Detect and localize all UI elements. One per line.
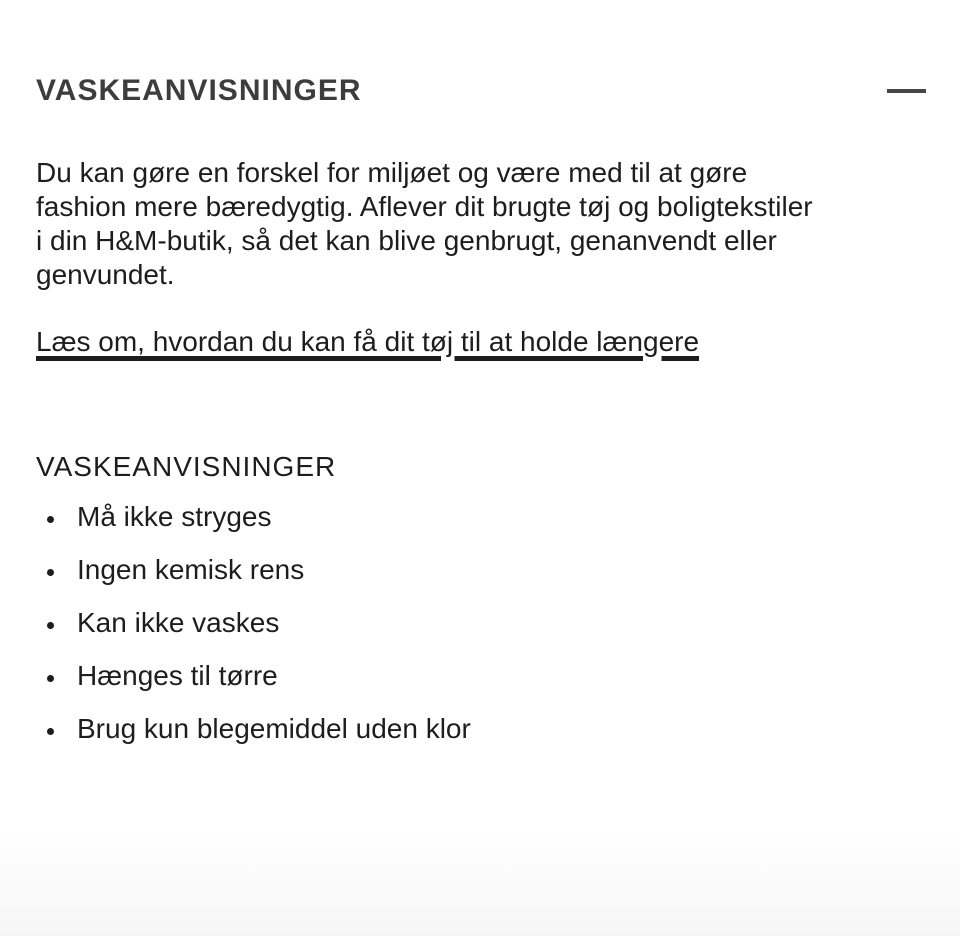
washing-instruction-item: Må ikke stryges bbox=[36, 500, 926, 534]
washing-instruction-item: Kan ikke vaskes bbox=[36, 606, 926, 640]
washing-instructions-heading: VASKEANVISNINGER bbox=[36, 451, 337, 482]
paragraph-line: genvundet. bbox=[36, 259, 175, 290]
collapse-accordion-button[interactable] bbox=[887, 79, 926, 103]
garment-care-link[interactable]: Læs om, hvordan du kan få dit tøj til at holde længere bbox=[36, 326, 700, 357]
accordion-header[interactable] bbox=[36, 71, 926, 111]
bottom-shadow-gradient bbox=[0, 826, 960, 936]
recycle-paragraph bbox=[36, 156, 926, 292]
paragraph-line: i din H&M-butik, så det kan blive genbrugt, genanvendt eller bbox=[36, 225, 777, 256]
paragraph-line: fashion mere bæredygtig. Aflever dit brugte tøj og boligtekstiler bbox=[36, 191, 813, 222]
washing-instruction-item: Ingen kemisk rens bbox=[36, 553, 926, 587]
paragraph-line: Du kan gøre en forskel for miljøet og være med til at gøre bbox=[36, 157, 748, 188]
washing-instructions-list bbox=[36, 500, 926, 746]
minus-icon bbox=[887, 89, 926, 93]
care-instructions-panel bbox=[0, 71, 960, 746]
washing-instruction-item: Hænges til tørre bbox=[36, 659, 926, 693]
accordion-title: VASKEANVISNINGER bbox=[36, 74, 362, 107]
washing-instruction-item: Brug kun blegemiddel uden klor bbox=[36, 712, 926, 746]
